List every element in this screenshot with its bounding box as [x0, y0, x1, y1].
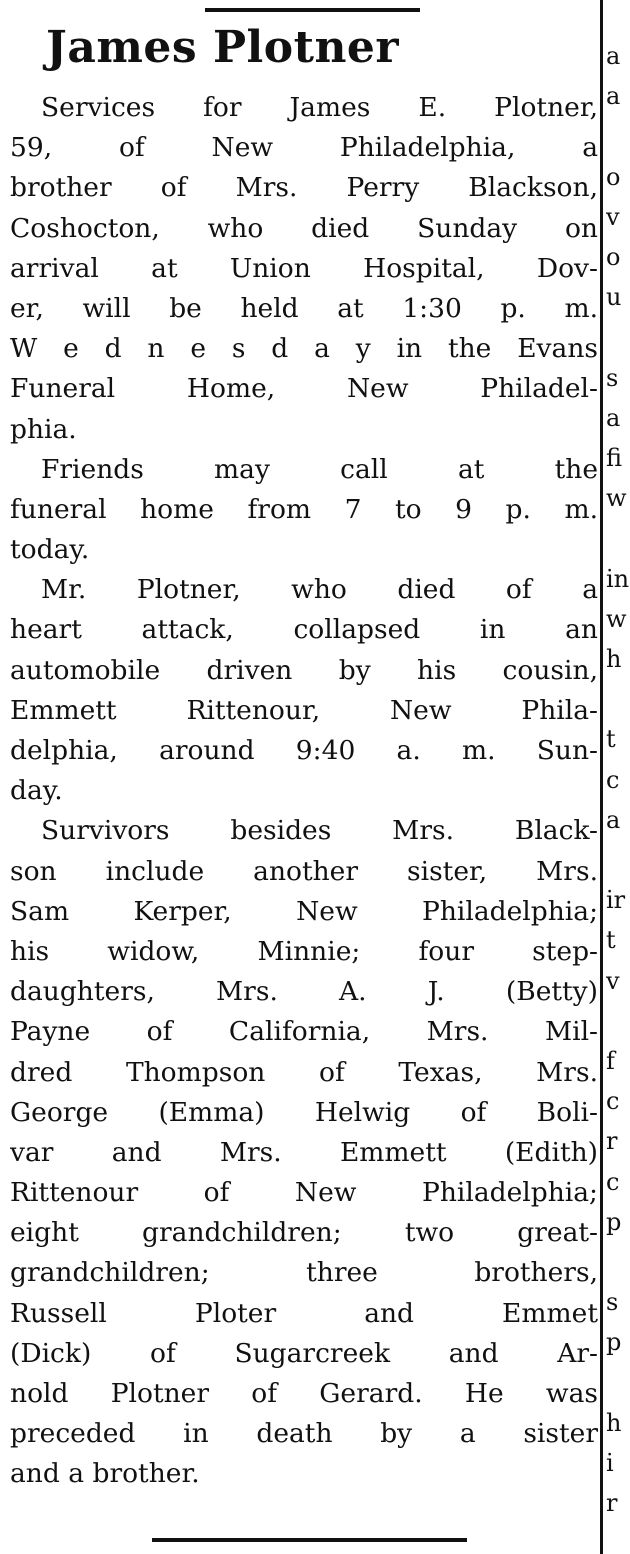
adjacent-column-fragment: h [606, 1408, 622, 1437]
obituary-line: today. [10, 534, 90, 566]
adjacent-column-fragment: o [606, 243, 621, 271]
obituary-line: 59, of New Philadelphia, a [10, 132, 598, 164]
obituary-line: Payne of California, Mrs. Mil- [10, 1016, 598, 1048]
obituary-line: phia. [10, 413, 77, 445]
obituary-line: preceded in death by a sister [10, 1418, 598, 1450]
obituary-line: son include another sister, Mrs. [10, 855, 598, 887]
adjacent-column-fragment: h [606, 645, 622, 673]
obituary-line: funeral home from 7 to 9 p. m. [10, 493, 598, 525]
adjacent-column-fragment: r [606, 1489, 618, 1518]
obituary-line: day. [10, 775, 63, 807]
obituary-line: heart attack, collapsed in an [10, 614, 598, 646]
adjacent-column-fragment: in [606, 564, 630, 593]
adjacent-column-fragment: c [606, 1167, 620, 1196]
adjacent-column-fragment: a [606, 805, 621, 834]
obituary-line: Russell Ploter and Emmet [10, 1297, 598, 1329]
adjacent-column-fragment: t [606, 926, 616, 955]
adjacent-column-fragment: w [606, 484, 627, 513]
obituary-line: automobile driven by his cousin, [10, 654, 598, 686]
adjacent-column-fragments [606, 0, 630, 1554]
obituary-line: grandchildren; three brothers, [10, 1257, 598, 1289]
obituary-line: his widow, Minnie; four step- [10, 935, 598, 967]
obituary-line: brother of Mrs. Perry Blackson, [10, 172, 598, 204]
adjacent-column-fragment: p [606, 1328, 622, 1357]
column-divider [600, 0, 603, 1554]
obituary-line: Services for James E. Plotner, [41, 92, 598, 123]
adjacent-column-fragment: fi [606, 444, 623, 472]
obituary-line: arrival at Union Hospital, Dov- [10, 252, 598, 284]
obituary-line: er, will be held at 1:30 p. m. [10, 292, 598, 324]
obituary-line: Funeral Home, New Philadel- [10, 373, 598, 405]
obituary-line: (Dick) of Sugarcreek and Ar- [10, 1337, 598, 1369]
adjacent-column-fragment: w [606, 604, 627, 633]
adjacent-column-fragment: r [606, 1127, 618, 1156]
obituary-line: Coshocton, who died Sunday on [10, 212, 598, 244]
bottom-rule [152, 1538, 467, 1542]
adjacent-column-fragment: a [606, 403, 621, 432]
adjacent-column-fragment: c [606, 765, 620, 794]
adjacent-column-fragment: s [606, 1288, 619, 1317]
obituary-line: eight grandchildren; two great- [10, 1217, 598, 1249]
adjacent-column-fragment: s [606, 363, 619, 392]
obituary-line: Friends may call at the [41, 453, 598, 485]
obituary-line: Sam Kerper, New Philadelphia; [10, 895, 598, 927]
adjacent-column-fragment: v [606, 966, 620, 995]
adjacent-column-fragment: v [606, 202, 620, 231]
obituary-line: George (Emma) Helwig of Boli- [10, 1096, 598, 1128]
obituary-line: Rittenour of New Philadelphia; [10, 1177, 598, 1209]
obituary-line: var and Mrs. Emmett (Edith) [10, 1136, 598, 1168]
adjacent-column-fragment: ir [606, 886, 626, 915]
adjacent-column-fragment: i [606, 1449, 614, 1477]
obituary-line: dred Thompson of Texas, Mrs. [10, 1056, 598, 1088]
obituary-line: Survivors besides Mrs. Black- [41, 815, 598, 847]
adjacent-column-fragment: a [606, 82, 621, 111]
obituary-line: daughters, Mrs. A. J. (Betty) [10, 976, 598, 1008]
obituary-line: W e d n e s d a y in the Evans [10, 333, 598, 365]
adjacent-column-fragment: f [606, 1047, 615, 1075]
obituary-line: nold Plotner of Gerard. He was [10, 1378, 598, 1409]
adjacent-column-fragment: u [606, 283, 622, 312]
adjacent-column-fragment: p [606, 1207, 622, 1236]
obituary-line: Mr. Plotner, who died of a [41, 574, 598, 606]
adjacent-column-fragment: o [606, 162, 621, 191]
adjacent-column-fragment: t [606, 725, 616, 754]
obituary-headline: James Plotner [46, 22, 400, 73]
adjacent-column-fragment: a [606, 42, 621, 70]
obituary-line: delphia, around 9:40 a. m. Sun- [10, 735, 598, 766]
obituary-line: and a brother. [10, 1458, 200, 1490]
obituary-body [10, 88, 598, 1495]
obituary-line: Emmett Rittenour, New Phila- [10, 694, 598, 726]
adjacent-column-fragment: c [606, 1087, 620, 1116]
top-rule [205, 8, 420, 12]
